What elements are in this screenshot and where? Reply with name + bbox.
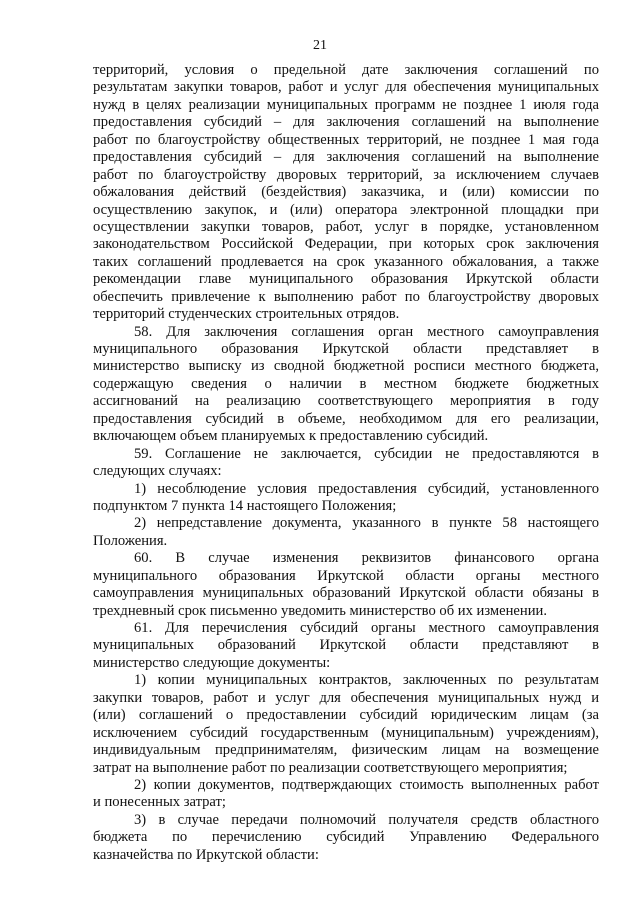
text-line: ассигнований на реализацию соответствующего мероприятия в году <box>93 393 599 410</box>
text-line: таких соглашений продлевается на срок указанного обжалования, а также <box>93 253 599 270</box>
text-line: рекомендации главе муниципального образования Иркутской области <box>93 271 599 288</box>
text-line: 1) копии муниципальных контрактов, заключенных по результатам <box>134 672 599 689</box>
text-line: предоставления субсидий – для заключения соглашений на выполнение <box>93 114 599 131</box>
text-line: 2) копии документов, подтверждающих стоимость выполненных работ <box>134 776 599 793</box>
text-line: Положения. <box>93 532 168 549</box>
text-line: министерство выписку из сводной бюджетной росписи местного бюджета, <box>93 358 599 375</box>
text-line: муниципального образования Иркутской области представляет в <box>93 341 599 357</box>
text-line: закупки товаров, работ и услуг для обеспечения муниципальных нужд и <box>93 689 599 706</box>
text-line: предоставления субсидий – для заключения соглашений на выполнение <box>93 149 599 166</box>
text-line: предоставления субсидий в объеме, необходимом для его реализации, <box>93 410 599 427</box>
text-line: осуществлению закупок, и (или) оператора электронной площадки при <box>93 201 599 218</box>
text-line: 60. В случае изменения реквизитов финансового органа <box>134 550 599 567</box>
text-line: казначейства по Иркутской области: <box>93 846 319 863</box>
text-line: законодательством Российской Федерации, при которых срок заключения <box>93 236 599 253</box>
text-line: 1) несоблюдение условия предоставления субсидий, установленного <box>134 480 599 497</box>
text-line: нужд в целях реализации муниципальных программ не позднее 1 июля года <box>93 96 599 113</box>
text-line: трехдневный срок письменно уведомить министерство об их изменении. <box>93 602 547 619</box>
text-line: работ по благоустройству общественных территорий, не позднее 1 мая года <box>93 131 599 148</box>
text-line: работ по благоустройству дворовых территорий, за исключением случаев <box>93 166 599 183</box>
text-line: затрат на выполнение работ по реализации соответствующего мероприятия; <box>93 759 568 776</box>
text-line: бюджета по перечислению субсидий Управлению Федерального <box>93 829 599 846</box>
body-text <box>93 62 599 864</box>
text-line: муниципального образования Иркутской области органы местного <box>93 567 599 584</box>
text-line: индивидуальным предпринимателям, физическим лицам на возмещение <box>93 742 599 759</box>
text-line: обеспечить привлечение к выполнению работ по благоустройству дворовых <box>93 288 599 305</box>
text-line: территорий студенческих строительных отрядов. <box>93 306 400 323</box>
text-line: 58. Для заключения соглашения орган местного самоуправления <box>134 323 599 340</box>
text-line: включающем объем планируемых к предоставлению субсидий. <box>93 428 489 445</box>
text-line: исключением субсидий государственным (муниципальным) учреждениям), <box>93 724 599 741</box>
page-number: 21 <box>313 38 327 53</box>
text-line: и понесенных затрат; <box>93 794 226 811</box>
text-line: самоуправления муниципальных образований Иркутской области обязаны в <box>93 585 599 602</box>
text-line: осуществлении закупки товаров, работ, услуг в порядке, установленном <box>93 218 599 235</box>
text-line: подпунктом 7 пункта 14 настоящего Положения; <box>93 497 397 514</box>
text-line: содержащую сведения о наличии в местном бюджете бюджетных <box>93 375 599 392</box>
text-line: 3) в случае передачи полномочий получателя средств областного <box>134 811 599 828</box>
text-line: следующих случаях: <box>93 463 222 480</box>
text-line: результатам закупки товаров, работ и услуг для обеспечения муниципальных <box>93 79 599 96</box>
text-line: территорий, условия о предельной дате заключения соглашений по <box>93 62 599 78</box>
text-line: обжалования действий (бездействия) заказчика, и (или) комиссии по <box>93 184 599 201</box>
text-line: министерство следующие документы: <box>93 654 331 671</box>
text-line: 61. Для перечисления субсидий органы местного самоуправления <box>134 620 599 636</box>
text-line: (или) соглашений о предоставлении субсидий юридическим лицам (за <box>93 707 599 724</box>
text-line: 59. Соглашение не заключается, субсидии не предоставляются в <box>134 445 599 462</box>
text-line: 2) непредставление документа, указанного в пункте 58 настоящего <box>134 515 599 532</box>
text-line: муниципальных образований Иркутской области представляют в <box>93 637 599 654</box>
